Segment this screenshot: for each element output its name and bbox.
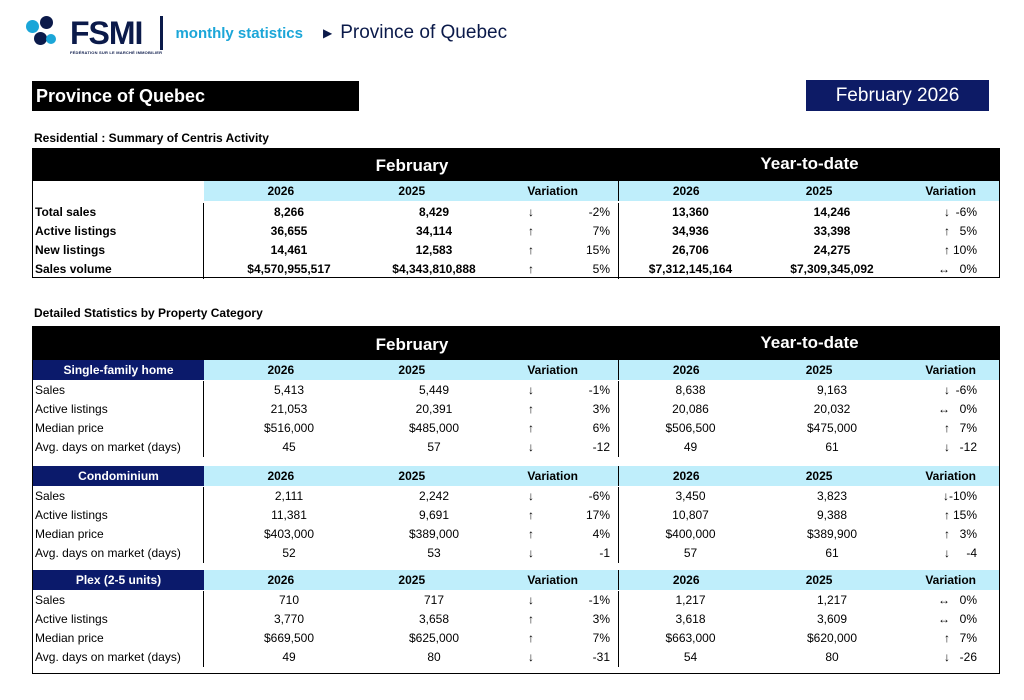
row-label: Active listings: [33, 222, 204, 241]
ytd-variation: [902, 610, 999, 629]
row-label: Avg. days on market (days): [33, 438, 204, 457]
feb-variation-value: -1%: [588, 383, 610, 397]
feb-2025-value: 57: [427, 440, 441, 454]
feb-2026-value: $516,000: [263, 421, 315, 435]
row-label: Median price: [33, 525, 204, 544]
table-row: [33, 381, 999, 400]
ytd-2026-value: 54: [683, 650, 698, 664]
ytd-2026-value: $7,312,145,164: [648, 262, 733, 276]
ytd-variation: [902, 260, 999, 279]
feb-2026-value: $669,500: [263, 631, 315, 645]
table-row: [33, 610, 999, 629]
region-breadcrumb: Province of Quebec: [340, 22, 508, 43]
row-label: New listings: [33, 241, 204, 260]
feb-variation-value: 5%: [592, 262, 610, 276]
ytd-2025-value: 80: [825, 650, 839, 664]
feb-2025-value: 34,114: [415, 224, 453, 238]
col-ytd-2026: 2026: [672, 469, 700, 483]
page-header: [26, 8, 507, 58]
ytd-variation-value: 0%: [959, 612, 977, 626]
trend-arrow-icon: ↑: [528, 421, 534, 435]
ytd-2025-value: 20,032: [813, 402, 851, 416]
col-ytd-variation: Variation: [925, 184, 976, 198]
ytd-variation-value: 0%: [959, 402, 977, 416]
ytd-2026-value: 3,618: [675, 612, 706, 626]
ytd-2025-value: 33,398: [813, 224, 851, 238]
feb-2026-value: 21,053: [270, 402, 308, 416]
feb-2025-value: 12,583: [415, 243, 453, 257]
ytd-2026-value: 26,706: [672, 243, 709, 257]
feb-2025-value: 9,691: [418, 508, 450, 522]
trend-arrow-icon: ↓: [944, 205, 950, 219]
category-header: [33, 570, 999, 590]
col-ytd-2025: 2025: [805, 184, 833, 198]
ytd-variation: [902, 400, 999, 419]
feb-variation: [494, 260, 618, 279]
col-ytd-2025: 2025: [805, 469, 833, 483]
feb-2026-value: 52: [282, 546, 296, 560]
col-2026: 2026: [267, 184, 295, 198]
row-label: Sales: [33, 591, 204, 610]
play-triangle-icon: ▶: [322, 26, 333, 40]
feb-2025-value: 5,449: [418, 383, 450, 397]
col-2025: 2025: [398, 184, 426, 198]
ytd-variation: [902, 487, 999, 506]
trend-arrow-icon: ↔: [938, 593, 950, 607]
detailed-band: [33, 327, 999, 360]
feb-variation-value: -31: [592, 650, 610, 664]
ytd-variation-value: 7%: [959, 631, 977, 645]
detailed-band-ytd: Year-to-date: [760, 333, 859, 352]
col-2025: 2025: [398, 573, 426, 587]
trend-arrow-icon: ↓: [528, 489, 534, 503]
ytd-variation-value: 5%: [959, 224, 977, 238]
ytd-2026-value: 20,086: [672, 402, 709, 416]
ytd-2026-value: 49: [683, 440, 698, 454]
trend-arrow-icon: ↓: [528, 650, 534, 664]
trend-arrow-icon: ↑: [944, 527, 950, 541]
col-2026: 2026: [267, 363, 295, 377]
feb-2026-value: 14,461: [270, 243, 308, 257]
ytd-2025-value: 9,388: [816, 508, 848, 522]
trend-arrow-icon: ↑: [528, 224, 534, 238]
col-2026: 2026: [267, 573, 295, 587]
row-label: Total sales: [33, 203, 204, 222]
ytd-2025-value: 3,609: [816, 612, 848, 626]
trend-arrow-icon: ↓: [528, 593, 534, 607]
table-row: [33, 241, 999, 260]
feb-variation: [494, 610, 618, 629]
feb-variation-value: 15%: [585, 243, 610, 257]
ytd-variation-value: -6%: [955, 383, 977, 397]
ytd-2025-value: $389,900: [806, 527, 858, 541]
ytd-variation: [902, 241, 999, 260]
ytd-variation: [902, 648, 999, 667]
col-2025: 2025: [398, 363, 426, 377]
col-variation: Variation: [527, 469, 578, 483]
ytd-2025-value: 9,163: [816, 383, 848, 397]
summary-table: [32, 148, 1000, 278]
ytd-2025-value: 61: [825, 546, 839, 560]
detailed-table: [32, 326, 1000, 674]
trend-arrow-icon: ↑: [944, 631, 950, 645]
feb-variation-value: 7%: [592, 631, 610, 645]
feb-variation-value: 7%: [592, 224, 610, 238]
table-row: [33, 544, 999, 563]
ytd-2025-value: $7,309,345,092: [790, 262, 874, 276]
feb-2025-value: 20,391: [415, 402, 453, 416]
feb-variation: [494, 419, 618, 438]
trend-arrow-icon: ↑: [528, 612, 534, 626]
feb-2025-value: $4,343,810,888: [392, 262, 476, 276]
ytd-variation: [902, 629, 999, 648]
feb-variation: [494, 203, 618, 222]
feb-2025-value: 3,658: [418, 612, 450, 626]
ytd-variation: [902, 591, 999, 610]
ytd-2026-value: 10,807: [672, 508, 709, 522]
feb-variation: [494, 591, 618, 610]
ytd-variation-value: -6%: [955, 205, 977, 219]
ytd-variation-value: -10%: [948, 489, 977, 503]
table-row: [33, 487, 999, 506]
trend-arrow-icon: ↑: [528, 508, 534, 522]
ytd-variation-value: 7%: [959, 421, 977, 435]
ytd-variation-value: -26: [959, 650, 977, 664]
feb-variation: [494, 629, 618, 648]
detailed-band-february: February: [375, 335, 449, 354]
feb-2026-value: 5,413: [273, 383, 305, 397]
col-variation: Variation: [527, 363, 578, 377]
feb-variation: [494, 438, 618, 457]
feb-variation: [494, 525, 618, 544]
trend-arrow-icon: ↑: [528, 527, 534, 541]
ytd-variation: [902, 222, 999, 241]
ytd-2026-value: 57: [683, 546, 698, 560]
ytd-variation-value: 0%: [959, 593, 977, 607]
summary-heading: Residential : Summary of Centris Activity: [34, 131, 269, 145]
trend-arrow-icon: ↑: [944, 421, 950, 435]
page-title: Province of Quebec: [32, 81, 359, 111]
col-ytd-2026: 2026: [672, 184, 700, 198]
logo-mark-icon: [26, 16, 60, 50]
ytd-variation-value: 10%: [952, 243, 977, 257]
trend-arrow-icon: ↑: [944, 508, 950, 522]
col-ytd-variation: Variation: [925, 363, 976, 377]
trend-arrow-icon: ↔: [938, 612, 950, 626]
category-label: Single-family home: [33, 360, 204, 380]
col-variation: Variation: [527, 573, 578, 587]
category-header: [33, 466, 999, 486]
feb-2026-value: 3,770: [273, 612, 305, 626]
table-row: [33, 591, 999, 610]
row-label: Active listings: [33, 610, 204, 629]
feb-variation: [494, 381, 618, 400]
feb-variation: [494, 241, 618, 260]
trend-arrow-icon: ↑: [528, 262, 534, 276]
feb-2026-value: 36,655: [270, 224, 308, 238]
feb-2026-value: 45: [282, 440, 296, 454]
trend-arrow-icon: ↓: [528, 205, 534, 219]
feb-2025-value: 53: [427, 546, 441, 560]
row-label: Sales: [33, 487, 204, 506]
feb-2026-value: 49: [282, 650, 296, 664]
table-row: [33, 203, 999, 222]
feb-2025-value: 80: [427, 650, 441, 664]
feb-2025-value: 2,242: [418, 489, 450, 503]
ytd-variation: [902, 525, 999, 544]
feb-2025-value: 8,429: [418, 205, 450, 219]
summary-band-february: February: [375, 156, 449, 175]
row-label: Sales volume: [33, 260, 204, 279]
ytd-2025-value: $475,000: [806, 421, 858, 435]
feb-variation-value: 4%: [592, 527, 610, 541]
feb-2025-value: $625,000: [408, 631, 460, 645]
feb-variation-value: -6%: [588, 489, 610, 503]
row-label: Median price: [33, 419, 204, 438]
feb-variation: [494, 544, 618, 563]
col-ytd-2026: 2026: [672, 573, 700, 587]
trend-arrow-icon: ↓: [944, 383, 950, 397]
feb-2026-value: 710: [278, 593, 300, 607]
ytd-2025-value: 24,275: [813, 243, 851, 257]
logo: [70, 15, 163, 55]
feb-variation: [494, 400, 618, 419]
col-2026: 2026: [267, 469, 295, 483]
feb-variation: [494, 487, 618, 506]
row-label: Avg. days on market (days): [33, 648, 204, 667]
row-label: Avg. days on market (days): [33, 544, 204, 563]
ytd-2026-value: $663,000: [665, 631, 716, 645]
feb-2026-value: $4,570,955,517: [247, 262, 331, 276]
detailed-heading: Detailed Statistics by Property Category: [34, 306, 263, 320]
ytd-variation-value: 0%: [959, 262, 977, 276]
ytd-variation: [902, 544, 999, 563]
ytd-2026-value: 13,360: [672, 205, 709, 219]
ytd-variation: [902, 419, 999, 438]
trend-arrow-icon: ↓: [944, 546, 950, 560]
category-label: Condominium: [33, 466, 204, 486]
table-row: [33, 525, 999, 544]
ytd-variation-value: -12: [959, 440, 977, 454]
table-row: [33, 222, 999, 241]
col-ytd-variation: Variation: [925, 469, 976, 483]
table-row: [33, 629, 999, 648]
col-ytd-variation: Variation: [925, 573, 976, 587]
feb-variation-value: -1: [599, 546, 610, 560]
trend-arrow-icon: ↓: [528, 383, 534, 397]
feb-2026-value: $403,000: [263, 527, 315, 541]
ytd-variation-value: 3%: [959, 527, 977, 541]
table-row: [33, 506, 999, 525]
period-badge: February 2026: [806, 80, 989, 111]
feb-2026-value: 8,266: [273, 205, 305, 219]
trend-arrow-icon: ↓: [942, 489, 949, 503]
ytd-2025-value: 3,823: [816, 489, 848, 503]
ytd-2026-value: 34,936: [672, 224, 709, 238]
row-label: Active listings: [33, 506, 204, 525]
trend-arrow-icon: ↓: [944, 650, 950, 664]
trend-arrow-icon: ↑: [528, 631, 534, 645]
ytd-2025-value: 1,217: [816, 593, 848, 607]
feb-variation-value: -2%: [588, 205, 610, 219]
category-header: [33, 360, 999, 380]
row-label: Median price: [33, 629, 204, 648]
feb-variation-value: 3%: [592, 402, 610, 416]
ytd-2026-value: 3,450: [675, 489, 706, 503]
logo-tagline: FÉDÉRATION SUR LE MARCHÉ IMMOBILIER: [70, 50, 163, 55]
feb-2025-value: $485,000: [408, 421, 460, 435]
ytd-2025-value: 61: [825, 440, 839, 454]
ytd-variation-value: 15%: [952, 508, 977, 522]
trend-arrow-icon: ↓: [528, 440, 534, 454]
summary-column-header: [33, 181, 999, 201]
trend-arrow-icon: ↔: [938, 262, 950, 276]
trend-arrow-icon: ↓: [944, 440, 950, 454]
col-variation: Variation: [527, 184, 578, 198]
feb-variation-value: 17%: [585, 508, 610, 522]
feb-variation-value: -12: [592, 440, 610, 454]
logo-text: FSMI: [70, 15, 143, 51]
feb-variation-value: 6%: [592, 421, 610, 435]
table-row: [33, 419, 999, 438]
feb-2025-value: $389,000: [408, 527, 460, 541]
ytd-variation-value: -4: [966, 546, 977, 560]
section-label: monthly statistics: [175, 24, 303, 42]
summary-band-ytd: Year-to-date: [760, 154, 859, 173]
trend-arrow-icon: ↑: [528, 243, 534, 257]
category-label: Plex (2-5 units): [33, 570, 204, 590]
table-row: [33, 648, 999, 667]
feb-2026-value: 2,111: [274, 489, 304, 503]
trend-arrow-icon: ↑: [944, 224, 950, 238]
feb-variation: [494, 648, 618, 667]
feb-variation-value: 3%: [592, 612, 610, 626]
ytd-variation: [902, 203, 999, 222]
trend-arrow-icon: ↑: [944, 243, 950, 257]
summary-band: [33, 149, 999, 181]
ytd-variation: [902, 438, 999, 457]
feb-2025-value: 717: [423, 593, 445, 607]
trend-arrow-icon: ↓: [528, 546, 534, 560]
feb-variation: [494, 222, 618, 241]
ytd-2026-value: $506,500: [665, 421, 716, 435]
ytd-2026-value: 1,217: [675, 593, 706, 607]
trend-arrow-icon: ↔: [938, 402, 950, 416]
col-ytd-2025: 2025: [805, 363, 833, 377]
ytd-variation: [902, 381, 999, 400]
feb-variation: [494, 506, 618, 525]
feb-variation-value: -1%: [588, 593, 610, 607]
row-label: Active listings: [33, 400, 204, 419]
ytd-2026-value: 8,638: [675, 383, 706, 397]
row-label: Sales: [33, 381, 204, 400]
table-row: [33, 438, 999, 457]
table-row: [33, 400, 999, 419]
ytd-variation: [902, 506, 999, 525]
col-2025: 2025: [398, 469, 426, 483]
col-ytd-2025: 2025: [805, 573, 833, 587]
ytd-2026-value: $400,000: [665, 527, 716, 541]
ytd-2025-value: $620,000: [806, 631, 858, 645]
trend-arrow-icon: ↑: [528, 402, 534, 416]
header-divider: [160, 16, 163, 50]
feb-2026-value: 11,381: [271, 508, 307, 522]
ytd-2025-value: 14,246: [813, 205, 851, 219]
col-ytd-2026: 2026: [672, 363, 700, 377]
table-row: [33, 260, 999, 279]
